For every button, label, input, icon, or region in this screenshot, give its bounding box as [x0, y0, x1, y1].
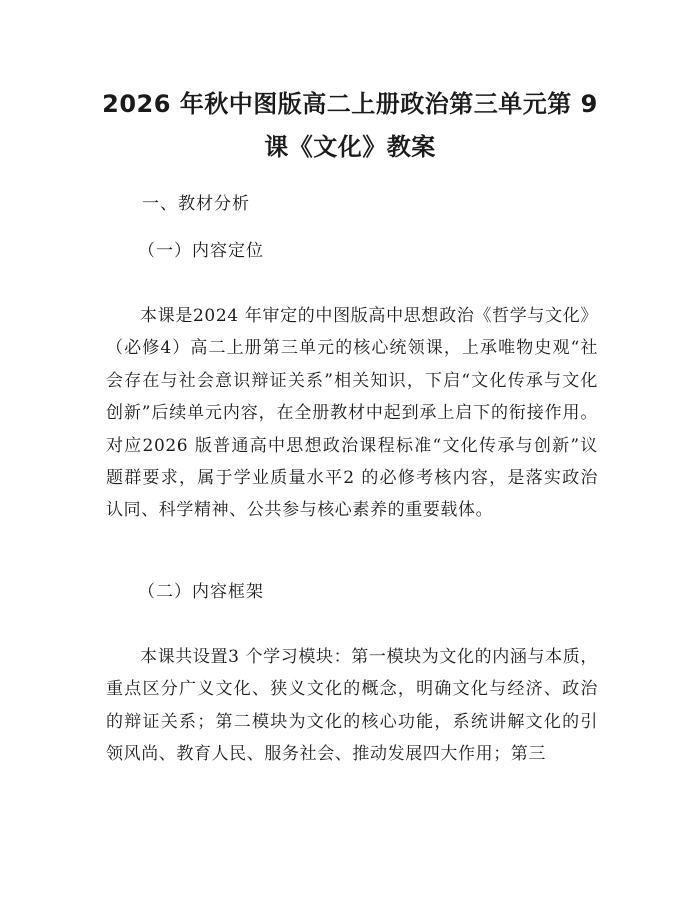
subsection-heading-content-framework: （二）内容框架	[138, 582, 264, 602]
paragraph-content-framework: 本课共设置3 个学习模块：第一模块为文化的内涵与本质，重点区分广义文化、狭义文化的概念，明确文化与经济、政治的辩证关系；第二模块为文化的核心功能，系统讲解文化的引领风尚、教育人民、服务社会、推动发展四大作用；第三	[106, 647, 598, 765]
subsection-heading-content-position: （一）内容定位	[138, 241, 264, 261]
paragraph-content-position: 本课是2024 年审定的中图版高中思想政治《哲学与文化》（必修4）高二上册第三单元的核心统领课，上承唯物史观“社会存在与社会意识辩证关系”相关知识，下启“文化传承与文化创新”后续单元内容，在全册教材中起到承上启下的衔接作用。对应2026 版普通高中思想政治课程标准“文化传承与创新”议题群要求，属于学业质量水平2 的必修考核内容，是落实政治认同、科学精神、公共参与核心素养的重要载体。	[106, 306, 598, 521]
document-title-line-2: 课《文化》教案	[264, 133, 436, 161]
document-title-line-1: 2026 年秋中图版高二上册政治第三单元第 9	[102, 90, 598, 118]
section-heading-textbook-analysis: 一、教材分析	[142, 194, 250, 214]
